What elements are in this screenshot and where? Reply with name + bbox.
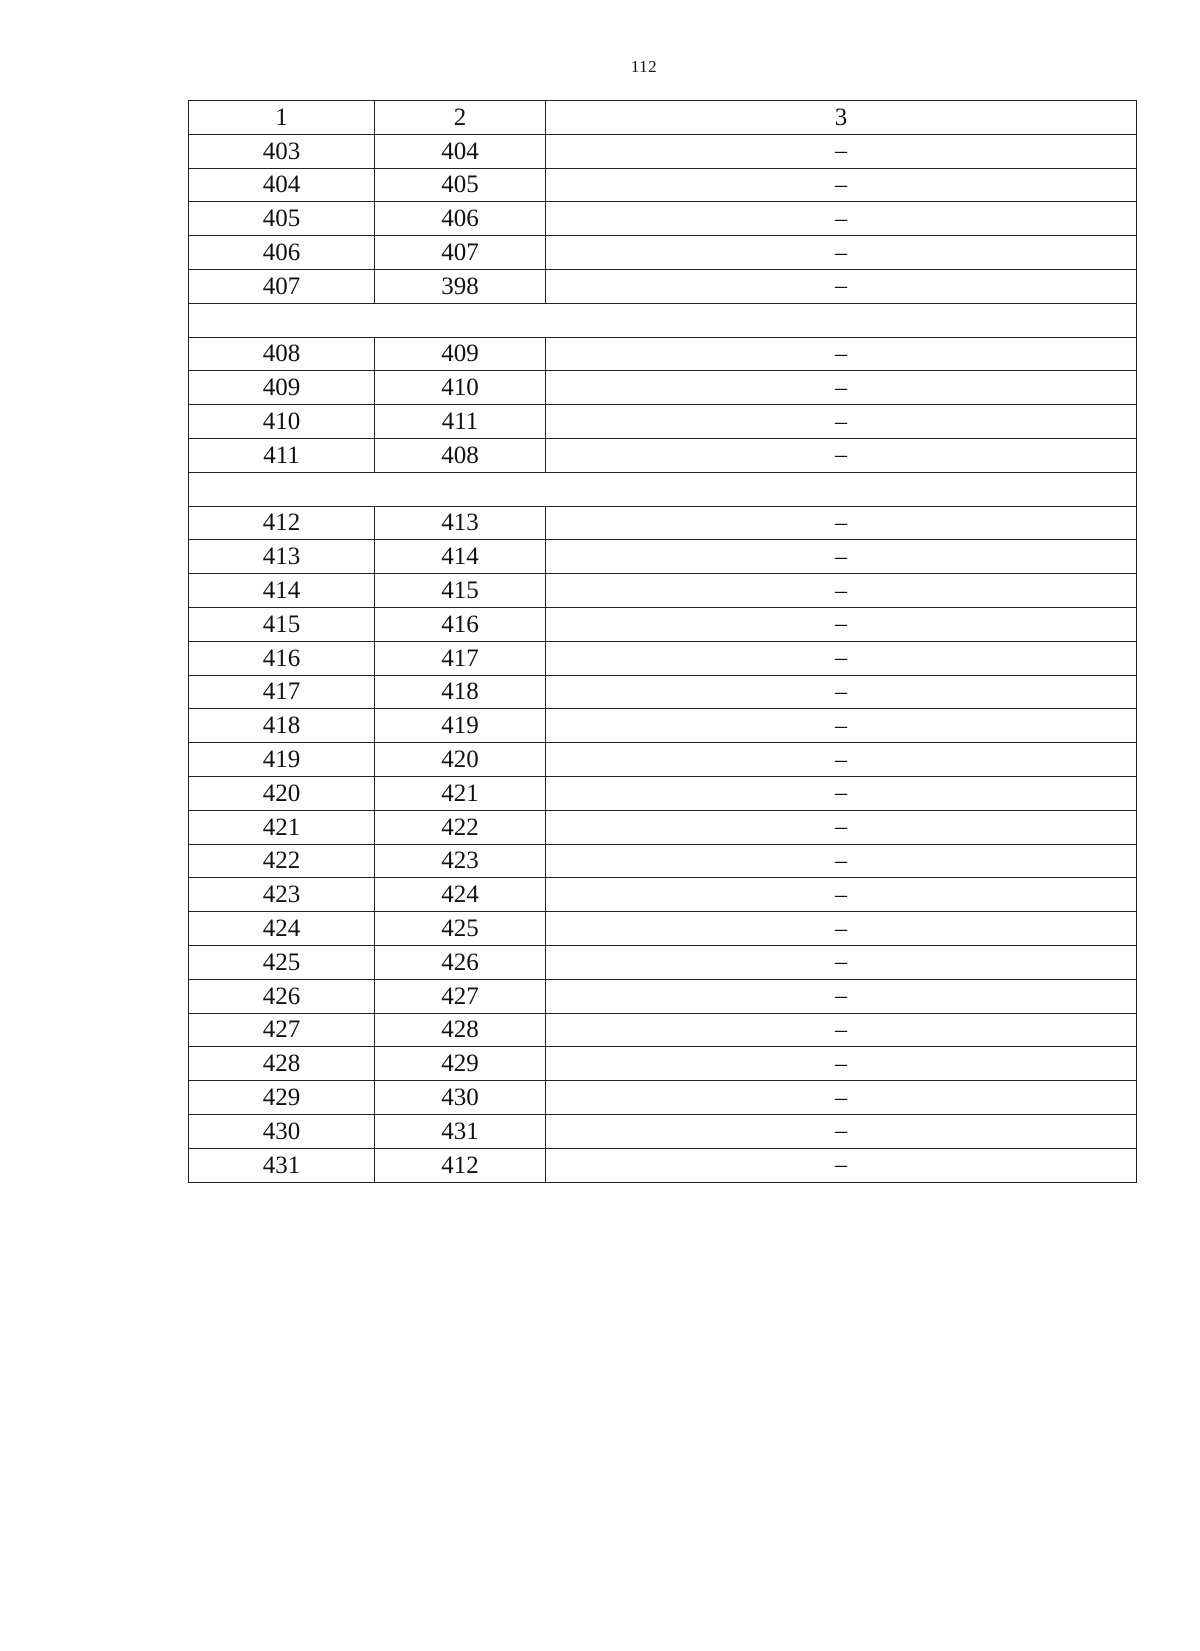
table-cell-col2: 427 [375, 979, 546, 1013]
table-row [189, 1148, 1137, 1182]
table-cell-col2: 428 [375, 1013, 546, 1047]
table-cell-col3: – [546, 168, 1137, 202]
table-row [189, 269, 1137, 303]
table-cell-col3: – [546, 269, 1137, 303]
table-cell-col3: – [546, 540, 1137, 574]
table-cell-col1: 406 [189, 236, 375, 270]
table-row [189, 438, 1137, 472]
table-cell-col1: 427 [189, 1013, 375, 1047]
table-cell-col1: 422 [189, 844, 375, 878]
table-cell-col2: 424 [375, 878, 546, 912]
header-cell-1: 1 [189, 101, 375, 135]
table-row [189, 743, 1137, 777]
table-cell-col1: 410 [189, 405, 375, 439]
table-cell-col2: 410 [375, 371, 546, 405]
table-cell-col2: 409 [375, 337, 546, 371]
header-cell-3: 3 [546, 101, 1137, 135]
table-cell-col1: 405 [189, 202, 375, 236]
table-cell-col3: – [546, 776, 1137, 810]
table-row [189, 371, 1137, 405]
table-cell-col2: 426 [375, 945, 546, 979]
table-cell-col3: – [546, 675, 1137, 709]
table-row [189, 236, 1137, 270]
table-cell-col3: – [546, 202, 1137, 236]
table-cell-col3: – [546, 709, 1137, 743]
table-cell-col1: 424 [189, 912, 375, 946]
table-cell-col3: – [546, 371, 1137, 405]
table-cell-col3: – [546, 878, 1137, 912]
table-row [189, 134, 1137, 168]
table-cell-col3: – [546, 743, 1137, 777]
table-cell-col3: – [546, 1148, 1137, 1182]
table-cell-col3: – [546, 574, 1137, 608]
table-cell-col3: – [546, 945, 1137, 979]
table-cell-col2: 413 [375, 506, 546, 540]
table-row [189, 202, 1137, 236]
table-cell-col3: – [546, 1114, 1137, 1148]
table-cell-col2: 430 [375, 1081, 546, 1115]
table-cell-col3: – [546, 1013, 1137, 1047]
table-row [189, 1013, 1137, 1047]
table-row [189, 810, 1137, 844]
table-row [189, 337, 1137, 371]
table-cell-col3: – [546, 810, 1137, 844]
table-row [189, 1047, 1137, 1081]
table-cell-col1: 407 [189, 269, 375, 303]
table-row [189, 1114, 1137, 1148]
table-cell-col2: 398 [375, 269, 546, 303]
table-cell-col1: 404 [189, 168, 375, 202]
table-row [189, 405, 1137, 439]
table-cell-col3: – [546, 1081, 1137, 1115]
table-cell-col2: 417 [375, 641, 546, 675]
table-cell-col2: 420 [375, 743, 546, 777]
table-cell-col2: 415 [375, 574, 546, 608]
table-row [189, 168, 1137, 202]
table-cell-col2: 408 [375, 438, 546, 472]
table-row [189, 641, 1137, 675]
table-row [189, 878, 1137, 912]
table-cell-col1: 418 [189, 709, 375, 743]
table-row [189, 540, 1137, 574]
header-cell-2: 2 [375, 101, 546, 135]
table-cell-col1: 425 [189, 945, 375, 979]
group-separator-cell [189, 472, 1137, 506]
table-cell-col1: 409 [189, 371, 375, 405]
table-cell-col3: – [546, 844, 1137, 878]
table-row [189, 709, 1137, 743]
table-cell-col1: 412 [189, 506, 375, 540]
table-cell-col3: – [546, 337, 1137, 371]
table-cell-col2: 421 [375, 776, 546, 810]
table-cell-col1: 430 [189, 1114, 375, 1148]
table-cell-col3: – [546, 607, 1137, 641]
table-cell-col2: 431 [375, 1114, 546, 1148]
table-cell-col2: 414 [375, 540, 546, 574]
page-number: 112 [630, 57, 658, 76]
table-cell-col1: 417 [189, 675, 375, 709]
table-cell-col2: 404 [375, 134, 546, 168]
table-cell-col2: 425 [375, 912, 546, 946]
table-cell-col2: 407 [375, 236, 546, 270]
table-cell-col1: 426 [189, 979, 375, 1013]
table-cell-col2: 418 [375, 675, 546, 709]
table-cell-col1: 414 [189, 574, 375, 608]
table-cell-col2: 423 [375, 844, 546, 878]
table-cell-col1: 408 [189, 337, 375, 371]
table-cell-col1: 413 [189, 540, 375, 574]
table-row [189, 1081, 1137, 1115]
group-separator-cell [189, 303, 1137, 337]
table-cell-col1: 419 [189, 743, 375, 777]
data-table [188, 100, 1137, 1183]
table-cell-col1: 403 [189, 134, 375, 168]
table-cell-col3: – [546, 236, 1137, 270]
table-cell-col1: 428 [189, 1047, 375, 1081]
table-row [189, 574, 1137, 608]
table-cell-col2: 411 [375, 405, 546, 439]
table-cell-col1: 421 [189, 810, 375, 844]
table-cell-col2: 405 [375, 168, 546, 202]
table-cell-col2: 406 [375, 202, 546, 236]
table-cell-col1: 411 [189, 438, 375, 472]
header-row [189, 101, 1137, 135]
table-body [189, 101, 1137, 1183]
table-row [189, 979, 1137, 1013]
table-row [189, 844, 1137, 878]
table-cell-col1: 423 [189, 878, 375, 912]
table-cell-col3: – [546, 405, 1137, 439]
table-row [189, 945, 1137, 979]
table-cell-col1: 429 [189, 1081, 375, 1115]
table-row [189, 607, 1137, 641]
group-separator-row [189, 472, 1137, 506]
table-cell-col3: – [546, 1047, 1137, 1081]
table-cell-col2: 419 [375, 709, 546, 743]
table-row [189, 675, 1137, 709]
table-cell-col1: 416 [189, 641, 375, 675]
table-cell-col3: – [546, 641, 1137, 675]
table-cell-col2: 416 [375, 607, 546, 641]
table-cell-col3: – [546, 134, 1137, 168]
table-cell-col3: – [546, 438, 1137, 472]
table-cell-col2: 429 [375, 1047, 546, 1081]
table-cell-col1: 431 [189, 1148, 375, 1182]
table-cell-col1: 420 [189, 776, 375, 810]
table-cell-col3: – [546, 912, 1137, 946]
table-row [189, 776, 1137, 810]
group-separator-row [189, 303, 1137, 337]
table-cell-col3: – [546, 506, 1137, 540]
table-row [189, 506, 1137, 540]
table-row [189, 912, 1137, 946]
table-cell-col3: – [546, 979, 1137, 1013]
table-cell-col2: 422 [375, 810, 546, 844]
table-cell-col1: 415 [189, 607, 375, 641]
table-cell-col2: 412 [375, 1148, 546, 1182]
